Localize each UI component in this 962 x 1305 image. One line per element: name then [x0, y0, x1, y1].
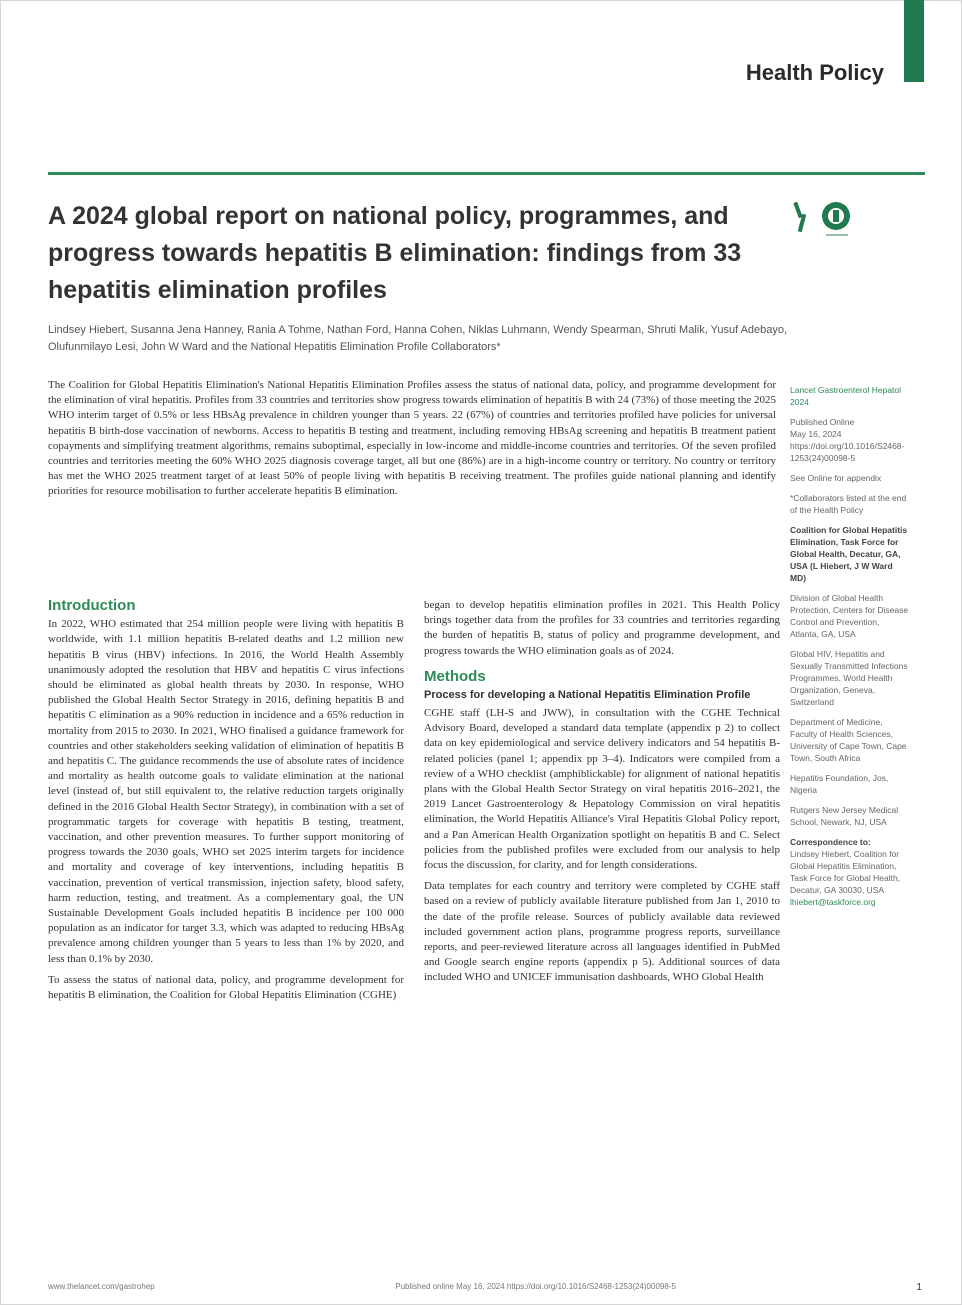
page-footer: [48, 1282, 922, 1293]
methods-heading: Methods: [424, 667, 486, 685]
collaborators-note: *Collaborators listed at the end of the Health Policy: [790, 493, 907, 515]
correspondence-label: Correspondence to:: [790, 837, 871, 847]
affiliation-1: Coalition for Global Hepatitis Elimination, Task Force for Global Health, Decatur, GA, USA (L Hiebert, J W Ward MD): [790, 525, 908, 583]
affiliation-6: Rutgers New Jersey Medical School, Newark, NJ, USA: [790, 805, 899, 827]
intro-continued-paragraph: began to develop hepatitis elimination profiles in 2021. This Health Policy brings together data from the profiles for 33 countries and territories regarding the burden of hepatitis B, status of policy and programme development, and progress towards the WHO elimination goals as of 2024.: [424, 599, 780, 657]
article-badges[interactable]: [786, 196, 856, 240]
sidebar-notes: [790, 384, 910, 916]
intro-paragraph-1: In 2022, WHO estimated that 254 million people were living with hepatitis B worldwide, with 1.1 million hepatitis B-related deaths and 1.2 million new hepatitis B virus (HBV) infections. In 2016, the World Health Assembly unanimously adopted the resolution that HBV and hepatitis C virus infections should be eliminated as global health threats by 2030. In response, WHO published the Global Health Sector Strategy in 2016, defining hepatitis B and hepatitis C elimination as a 90% reduction in incidence and a 65% reduction in mortality from 2015 to 2030. In 2021, WHO finalised a guidance framework for countries and other stakeholders seeking validation of elimination of hepatitis B and hepatitis C. The guidance recommends the use of absolute rates of incidence and mortality as health outcome goals to validate elimination at the national level (instead of, but still equivalent to, the relative reduction targets originally defined in the 2016 Global Health Sector Strategy), in combination with a set of programmatic targets for coverage with hepatitis B testing, treatment, vaccination, and other prevention measures. To further support monitoring of progress towards the 2030 goals, WHO set 2025 interim targets for incidence and mortality and coverage of key interventions, including hepatitis B vaccination, prevention of vertical transmission, injection safety, blood safety, harm reduction, testing, and treatment. As a complementary goal, the UN Sustainable Development Goals included hepatitis B incidence per 100 000 population as an indicator for target 3.3, which was adapted to reducing HBsAg prevalence among children younger than 5 years to less than 1% by 2020, and less than 0.1% by 2030.: [48, 618, 404, 965]
article-title: A 2024 global report on national policy, programmes, and progress towards hepatitis B elimination: findings from 33 hepatitis elimination profiles: [48, 202, 742, 304]
methods-subheading: Process for developing a National Hepatitis Elimination Profile: [424, 689, 751, 702]
affiliation-4: Department of Medicine, Faculty of Health Sciences, University of Cape Town, Cape Town, South Africa: [790, 717, 907, 763]
article-summary: The Coalition for Global Hepatitis Elimination's National Hepatitis Elimination Profiles assess the status of national data, policy, and programme development for the elimination of viral hepatitis. Profiles from 33 countries and territories show progress towards elimination of hepatitis B with 24 (73%) of those meeting the 2025 WHO interim target of 0.5% or less HBsAg prevalence in children younger than 5 years. 22 (67%) of countries and territories profiled have policies for universal hepatitis B birth-dose vaccination of newborns. Access to hepatitis B testing and treatment, including removing HBsAg screening and hepatitis B treatment patient copayments and simplifying treatment algorithms, remains suboptimal, especially in low-income and middle-income countries and territories. Of the seven profiled countries and territories meeting the 60% WHO 2025 diagnosis coverage target, all but one (86%) are in a high-income country or territory. No country or territory has met the WHO 2025 treatment target of at least 50% of people living with hepatitis B receiving treatment. The profiles guide national planning and identify priorities for resource mobilisation to further accelerate hepatitis B elimination.: [48, 379, 776, 498]
affiliation-5: Hepatitis Foundation, Jos, Nigeria: [790, 773, 889, 795]
section-label: Health Policy: [745, 60, 884, 85]
publication-info: [790, 416, 910, 464]
affiliation-2: Division of Global Health Protection, Centers for Disease Control and Prevention, Atlanta, GA, USA: [790, 593, 909, 639]
author-list: Lindsey Hiebert, Susanna Jena Hanney, Rania A Tohme, Nathan Ford, Hanna Cohen, Niklas Luhmann, Wendy Spearman, Shruti Malik, Yusuf Adebayo, Olufunmilayo Lesi, John W Ward and the National Hepatitis Elimination Profile Collaborators*: [48, 324, 788, 353]
column-left: [48, 598, 404, 1009]
column-right: [424, 598, 780, 992]
introduction-heading: Introduction: [48, 597, 136, 614]
correspondence-address: Lindsey Hiebert, Coalition for Global Hepatitis Elimination, Task Force for Global Health, Decatur, GA 30030, USA: [790, 849, 901, 895]
intro-paragraph-2: To assess the status of national data, policy, and programme development for hepatitis B elimination, the Coalition for Global Hepatitis Elimination (CGHE): [48, 973, 404, 1002]
section-color-tab: [904, 0, 924, 82]
affiliation-3: Global HIV, Hepatitis and Sexually Transmitted Infections Programmes, World Health Organization, Geneva, Switzerland: [790, 649, 908, 707]
methods-paragraph-2: Data templates for each country and territory were completed by CGHE staff based on a review of publicly available literature published from Jan 1, 2010 to the date of the profile release. Sources of publicly available data reviewed included government action plans, programme progress reports, surveillance reports, and peer-reviewed literature across all languages identified in PubMed and Google search engine reports (appendix p 5). Additional sources of data included WHO and UNICEF immunisation dashboards, WHO Global Health: [424, 880, 780, 984]
header-rule: [48, 172, 925, 175]
appendix-note[interactable]: See Online for appendix: [790, 473, 882, 483]
published-date: May 16, 2024: [790, 429, 842, 439]
doi-link[interactable]: https://doi.org/10.1016/S2468-1253(24)00098-5: [790, 441, 905, 463]
crossmark-oa-icon: [786, 196, 856, 240]
footer-site[interactable]: www.thelancet.com/gastrohep: [48, 1282, 155, 1291]
correspondence-email[interactable]: lhiebert@taskforce.org: [790, 897, 876, 907]
correspondence: [790, 836, 910, 908]
published-label: Published Online: [790, 417, 855, 427]
journal-citation[interactable]: Lancet Gastroenterol Hepatol 2024: [790, 385, 902, 407]
methods-paragraph-1: CGHE staff (LH-S and JWW), in consultation with the CGHE Technical Advisory Board, developed a standard data template (appendix p 2) to collect data on key epidemiological and service delivery indicators and 54 hepatitis B-related policies (panel 1; appendix pp 3–4). Indicators were compiled from a review of a WHO checklist (amphiblickable) for alignment of national hepatitis plans with the Global Health Sector Strategy on viral hepatitis 2016–2021, the 2019 Lancet Gastroenterology & Hepatology Commission on viral hepatitis elimination, the World Hepatitis Alliance's Viral Hepatitis Global Policy report, and a Pan American Health Organization spotlight on hepatitis B and C. Select policies from the published profiles were excluded from our analysis to help focus the discussion, for clarity, and for length considerations.: [424, 707, 780, 872]
footer-published: Published online May 16, 2024 https://doi.org/10.1016/S2468-1253(24)00098-5: [395, 1282, 676, 1291]
page-number: 1: [916, 1282, 922, 1293]
